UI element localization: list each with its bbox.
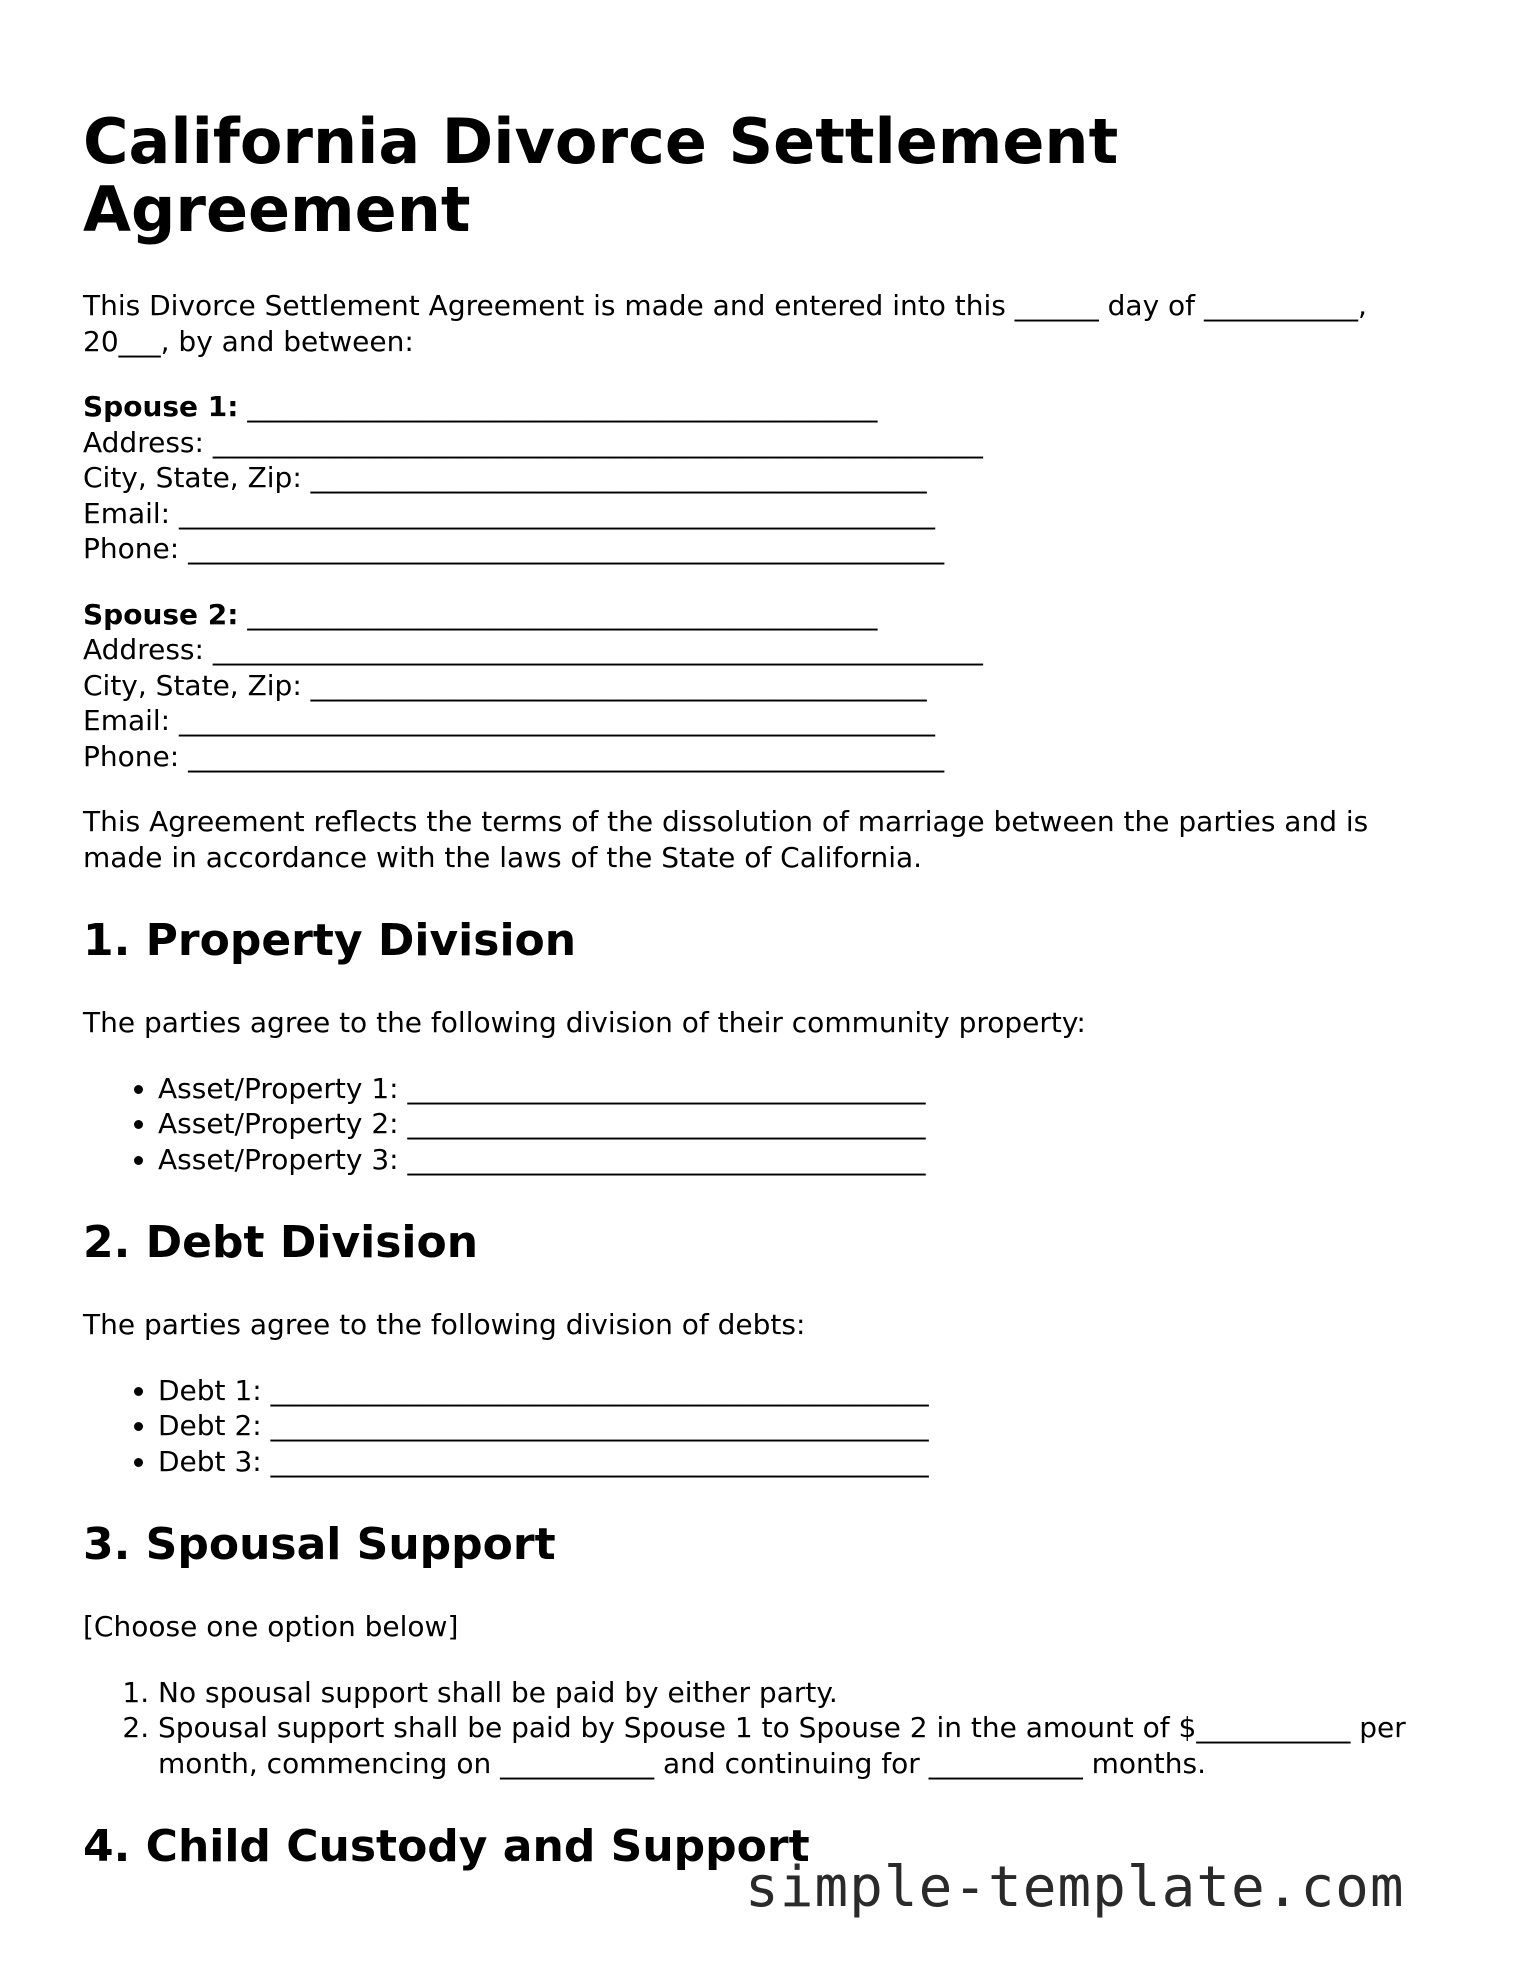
section-heading-spousal-support: 3. Spousal Support	[83, 1519, 556, 1570]
spouse-2-block	[83, 597, 1453, 775]
spouse-2-name-blank: _____________________________________________	[238, 597, 878, 631]
section-heading-debt: 2. Debt Division	[83, 1217, 479, 1268]
list-item: • Debt 2: _______________________________________________	[158, 1408, 1453, 1444]
section-heading-property: 1. Property Division	[83, 915, 577, 966]
property-lead: The parties agree to the following division of their community property:	[83, 1006, 1086, 1039]
spousal-support-lead: [Choose one option below]	[83, 1610, 459, 1643]
spouse-2-address: Address: _______________________________________________________	[83, 633, 983, 666]
spouse-1-email: Email: ______________________________________________________	[83, 496, 936, 530]
spouse-1-block	[83, 389, 1453, 567]
list-item: 2. Spousal support shall be paid by Spouse 1 to Spouse 2 in the amount of $___________ per month, commencing on ___________ and continuing for ___________ months.	[158, 1710, 1448, 1781]
list-item: • Asset/Property 3: _____________________________________	[158, 1142, 1453, 1178]
spouse-2-email: Email: ______________________________________________________	[83, 704, 936, 737]
list-item: • Debt 1: _______________________________________________	[158, 1373, 1453, 1409]
spouse-1-address: Address: _______________________________________________________	[83, 425, 983, 459]
intro-paragraph: This Divorce Settlement Agreement is made and entered into this ______ day of ___________, 20___, by and between:	[83, 289, 1367, 358]
spouse-1-city-state-zip: City, State, Zip: ____________________________________________	[83, 461, 927, 494]
spouse-2-name-line	[83, 597, 1453, 633]
spouse-1-name-blank: _____________________________________________	[238, 390, 878, 423]
spouse-2-city-state-zip: City, State, Zip: ____________________________________________	[83, 668, 927, 702]
property-list	[83, 1071, 1453, 1178]
debt-list	[83, 1373, 1453, 1480]
list-item: • Asset/Property 1: _____________________________________	[158, 1071, 1453, 1107]
document-page	[83, 100, 1453, 1873]
debt-lead: The parties agree to the following division of debts:	[83, 1308, 806, 1341]
list-item: • Debt 3: _______________________________________________	[158, 1444, 1453, 1480]
list-item: • Asset/Property 2: _____________________________________	[158, 1106, 1453, 1142]
spouse-1-phone: Phone: ______________________________________________________	[83, 532, 945, 565]
agreement-clause: This Agreement reflects the terms of the dissolution of marriage between the parties and is made in accordance with the laws of the State of California.	[83, 805, 1369, 874]
spousal-support-options	[83, 1675, 1453, 1782]
list-item: 1. No spousal support shall be paid by either party.	[158, 1675, 1453, 1711]
document-title: California Divorce Settlement Agreement	[83, 105, 1119, 246]
spouse-1-label: Spouse 1:	[83, 390, 239, 423]
section-heading-child-custody: 4. Child Custody and Support	[83, 1821, 810, 1872]
spouse-2-label: Spouse 2:	[83, 597, 239, 631]
watermark: simple-template.com	[745, 1855, 1405, 1920]
spouse-1-name-line	[83, 389, 1453, 425]
spouse-2-phone: Phone: ______________________________________________________	[83, 739, 945, 773]
